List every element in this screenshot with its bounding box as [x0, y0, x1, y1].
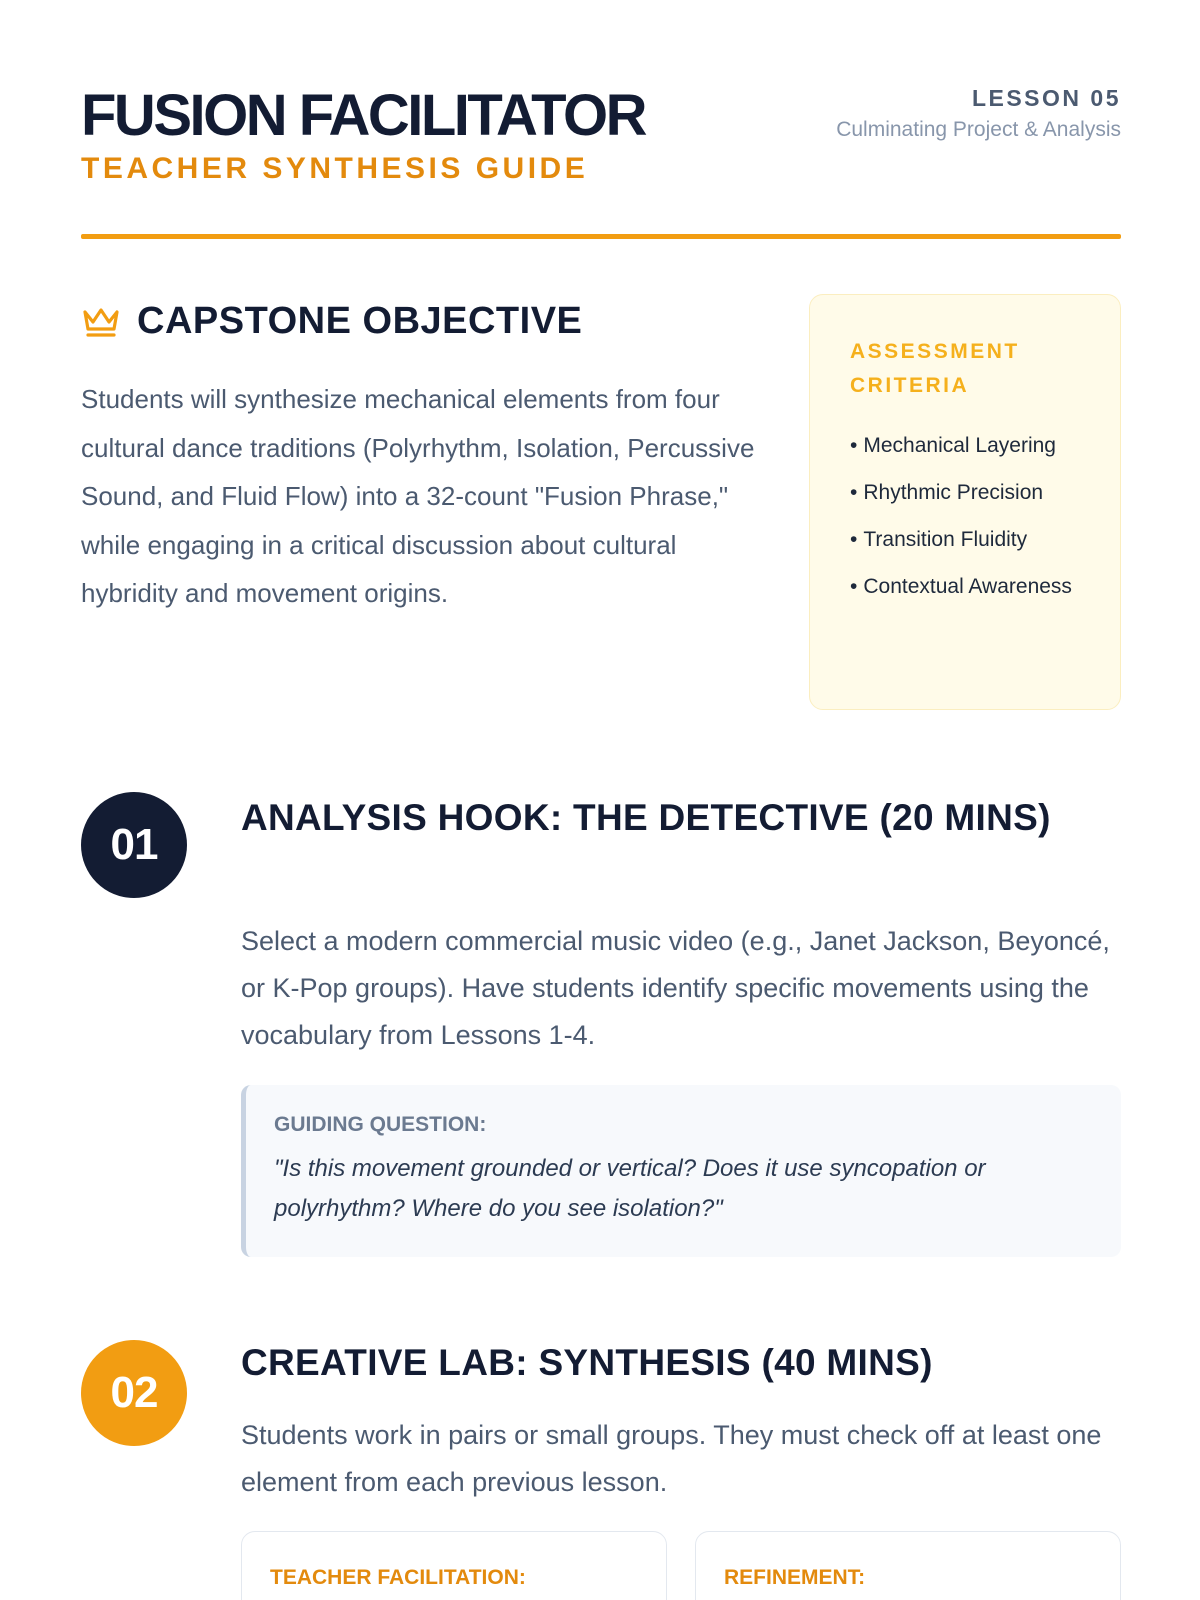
criteria-item: • Mechanical Layering [850, 429, 1080, 462]
page-subtitle: TEACHER SYNTHESIS GUIDE [81, 152, 589, 185]
card-label: REFINEMENT: [724, 1566, 866, 1589]
lesson-description: Culminating Project & Analysis [836, 118, 1121, 141]
objective-heading-text: CAPSTONE OBJECTIVE [137, 300, 583, 342]
header-divider [81, 234, 1121, 239]
crown-icon [81, 304, 121, 338]
section-body: Students work in pairs or small groups. They must check off at least one element from each previous lesson. [241, 1420, 1102, 1497]
page-header [81, 84, 1121, 194]
criteria-item: • Contextual Awareness [850, 570, 1080, 603]
objective-heading [81, 296, 582, 346]
criteria-title: ASSESSMENT CRITERIA [850, 340, 1020, 397]
guiding-question-box [241, 1085, 1121, 1257]
step-number-badge: 02 [81, 1340, 187, 1446]
guiding-question-label: GUIDING QUESTION: [274, 1113, 487, 1136]
section-body: Select a modern commercial music video (e.g., Janet Jackson, Beyoncé, or K-Pop groups). Have students identify specific movements using the vocabulary from Lessons 1-4. [241, 926, 1110, 1050]
guiding-question-text: "Is this movement grounded or vertical? Does it use syncopation or polyrhythm? Where do you see isolation?" [274, 1155, 986, 1222]
lesson-number: LESSON 05 [971, 85, 1121, 111]
card-label: TEACHER FACILITATION: [270, 1566, 526, 1589]
step-number-badge: 01 [81, 792, 187, 898]
assessment-criteria-box [809, 294, 1121, 710]
criteria-list [850, 429, 1080, 603]
lesson-page [81, 0, 1121, 1600]
section-title: ANALYSIS HOOK: THE DETECTIVE (20 MINS) [241, 797, 1051, 838]
criteria-item: • Transition Fluidity [850, 523, 1080, 556]
teacher-facilitation-card [241, 1531, 667, 1600]
objective-body: Students will synthesize mechanical elements from four cultural dance traditions (Polyrhythm, Isolation, Percussive Sound, and Fluid Flow) into a 32-count "Fusion Phrase," while engaging in a critical discussion about cultural hybridity and movement origins. [81, 384, 755, 609]
page-title: FUSION FACILITATOR [81, 83, 645, 148]
criteria-item: • Rhythmic Precision [850, 476, 1080, 509]
refinement-card [695, 1531, 1121, 1600]
section-title: CREATIVE LAB: SYNTHESIS (40 MINS) [241, 1342, 933, 1383]
